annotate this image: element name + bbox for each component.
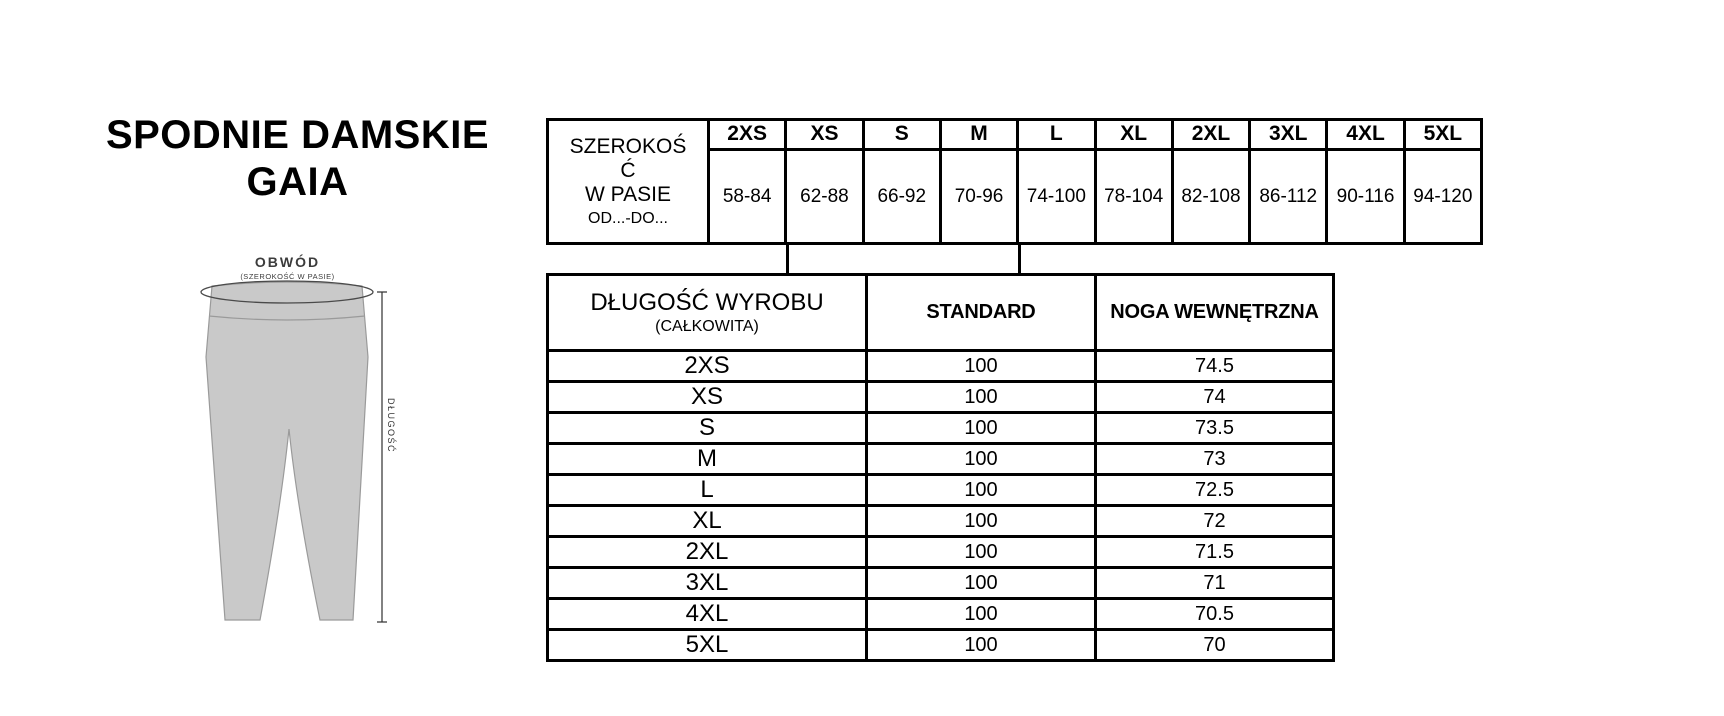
length-row-standard: 100 <box>868 352 1094 380</box>
length-row-size: 2XL <box>549 538 865 566</box>
length-row-size: S <box>549 414 865 442</box>
length-row-size: M <box>549 445 865 473</box>
circumference-sublabel: (SZEROKOŚĆ W PASIE) <box>240 272 335 281</box>
length-row-size: XS <box>549 383 865 411</box>
length-header-line2: (CAŁKOWITA) <box>655 318 759 336</box>
length-header-line1: DŁUGOŚĆ WYROBU <box>590 288 824 316</box>
length-row-standard: 100 <box>868 569 1094 597</box>
waist-range-cell: 86-112 <box>1251 151 1325 242</box>
waist-size-header: 4XL <box>1328 121 1402 148</box>
length-row-inner-leg: 70.5 <box>1097 600 1332 628</box>
length-row-size: 5XL <box>549 631 865 659</box>
standard-column-header: STANDARD <box>868 276 1094 349</box>
waist-range-cell: 58-84 <box>710 151 784 242</box>
length-row-standard: 100 <box>868 631 1094 659</box>
waist-size-header: 2XL <box>1174 121 1248 148</box>
waist-size-header: XS <box>787 121 861 148</box>
length-row-inner-leg: 73 <box>1097 445 1332 473</box>
length-row-inner-leg: 72.5 <box>1097 476 1332 504</box>
page-title-line2: GAIA <box>246 159 349 204</box>
length-row-size: 4XL <box>549 600 865 628</box>
waist-header-line4: OD...-DO... <box>588 209 668 227</box>
length-row-inner-leg: 70 <box>1097 631 1332 659</box>
length-row-inner-leg: 74 <box>1097 383 1332 411</box>
waist-size-header: L <box>1019 121 1093 148</box>
length-row-size: XL <box>549 507 865 535</box>
length-row-size: 2XS <box>549 352 865 380</box>
table-connector-line <box>786 245 789 276</box>
circumference-label: OBWÓD <box>254 254 321 270</box>
waist-size-header: 3XL <box>1251 121 1325 148</box>
waist-range-cell: 78-104 <box>1097 151 1171 242</box>
waist-size-header: M <box>942 121 1016 148</box>
length-row-standard: 100 <box>868 445 1094 473</box>
waist-header-line2: Ć <box>620 159 636 183</box>
length-measure-line <box>377 292 387 622</box>
length-row-inner-leg: 73.5 <box>1097 414 1332 442</box>
waist-range-cell: 90-116 <box>1328 151 1402 242</box>
length-row-inner-leg: 71 <box>1097 569 1332 597</box>
length-row-inner-leg: 72 <box>1097 507 1332 535</box>
length-row-standard: 100 <box>868 414 1094 442</box>
length-row-inner-leg: 71.5 <box>1097 538 1332 566</box>
length-row-size: 3XL <box>549 569 865 597</box>
waist-size-header: 2XS <box>710 121 784 148</box>
waist-size-header: S <box>865 121 939 148</box>
product-length-table <box>546 273 1335 662</box>
length-row-standard: 100 <box>868 538 1094 566</box>
length-table-header-cell <box>549 276 865 349</box>
length-row-standard: 100 <box>868 476 1094 504</box>
waist-size-header: XL <box>1097 121 1171 148</box>
waist-table-header-cell <box>549 121 707 242</box>
waist-range-cell: 74-100 <box>1019 151 1093 242</box>
waist-range-cell: 82-108 <box>1174 151 1248 242</box>
length-label: DŁUGOŚĆ <box>386 398 396 454</box>
waist-range-cell: 66-92 <box>865 151 939 242</box>
waist-range-cell: 62-88 <box>787 151 861 242</box>
length-row-standard: 100 <box>868 383 1094 411</box>
length-row-standard: 100 <box>868 507 1094 535</box>
inner-leg-column-header: NOGA WEWNĘTRZNA <box>1097 276 1332 349</box>
length-row-inner-leg: 74.5 <box>1097 352 1332 380</box>
waist-width-table <box>546 118 1483 245</box>
waist-header-line3: W PASIE <box>585 183 671 207</box>
page-title <box>75 112 520 206</box>
waist-size-header: 5XL <box>1406 121 1480 148</box>
pants-shape <box>206 282 368 620</box>
waist-header-line1: SZEROKOŚ <box>569 135 687 159</box>
table-connector-line <box>1018 245 1021 276</box>
length-row-standard: 100 <box>868 600 1094 628</box>
length-row-size: L <box>549 476 865 504</box>
waist-range-cell: 94-120 <box>1406 151 1480 242</box>
pants-diagram <box>180 232 410 632</box>
page-title-line1: SPODNIE DAMSKIE <box>105 113 490 157</box>
waist-range-cell: 70-96 <box>942 151 1016 242</box>
